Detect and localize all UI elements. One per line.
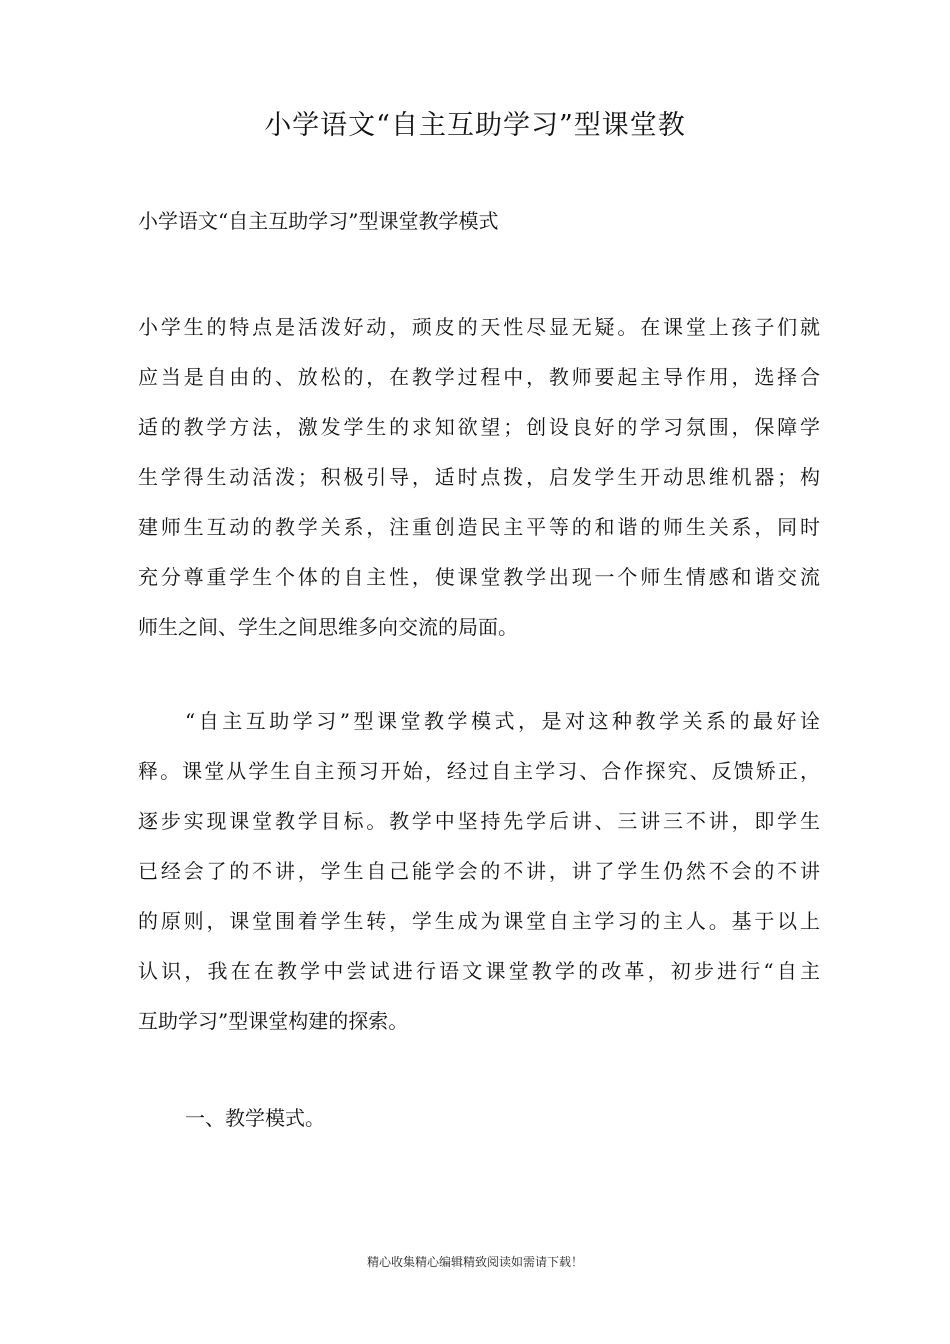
paragraph-line: “自主互助学习”型课堂教学模式，是对这种教学关系的最好诠 bbox=[138, 709, 820, 733]
paragraph-line: 建师生互动的教学关系，注重创造民主平等的和谐的师生关系，同时 bbox=[138, 515, 820, 539]
page-footer: 精心收集精心编辑精致阅读如需请下载！ bbox=[366, 1255, 583, 1269]
paragraph-line: 认识，我在在教学中尝试进行语文课堂教学的改革，初步进行“自主 bbox=[138, 959, 820, 983]
paragraph-line: 释。课堂从学生自主预习开始，经过自主学习、合作探究、反馈矫正， bbox=[138, 759, 820, 783]
paragraph-line: 互助学习”型课堂构建的探索。 bbox=[138, 1009, 409, 1033]
document-title: 小学语文“自主互助学习”型课堂教 bbox=[264, 110, 686, 141]
paragraph-line: 师生之间、学生之间思维多向交流的局面。 bbox=[138, 615, 518, 639]
paragraph-1 bbox=[138, 302, 820, 652]
paragraph-line: 已经会了的不讲，学生自己能学会的不讲，讲了学生仍然不会的不讲 bbox=[138, 859, 820, 883]
paragraph-line: 逐步实现课堂教学目标。教学中坚持先学后讲、三讲三不讲，即学生 bbox=[138, 809, 820, 833]
paragraph-line: 小学生的特点是活泼好动，顽皮的天性尽显无疑。在课堂上孩子们就 bbox=[138, 315, 820, 339]
document-subtitle: 小学语文“自主互助学习”型课堂教学模式 bbox=[138, 209, 499, 233]
paragraph-line: 适的教学方法，激发学生的求知欲望；创设良好的学习氛围，保障学 bbox=[138, 415, 820, 439]
paragraph-line: 的原则，课堂围着学生转，学生成为课堂自主学习的主人。基于以上 bbox=[138, 909, 820, 933]
paragraph-line: 生学得生动活泼；积极引导，适时点拨，启发学生开动思维机器；构 bbox=[138, 465, 820, 489]
paragraph-line: 应当是自由的、放松的，在教学过程中，教师要起主导作用，选择合 bbox=[138, 365, 820, 389]
section-heading: 一、教学模式。 bbox=[185, 1106, 325, 1130]
paragraph-2 bbox=[138, 696, 820, 1046]
paragraph-line: 充分尊重学生个体的自主性，使课堂教学出现一个师生情感和谐交流 bbox=[138, 565, 820, 589]
